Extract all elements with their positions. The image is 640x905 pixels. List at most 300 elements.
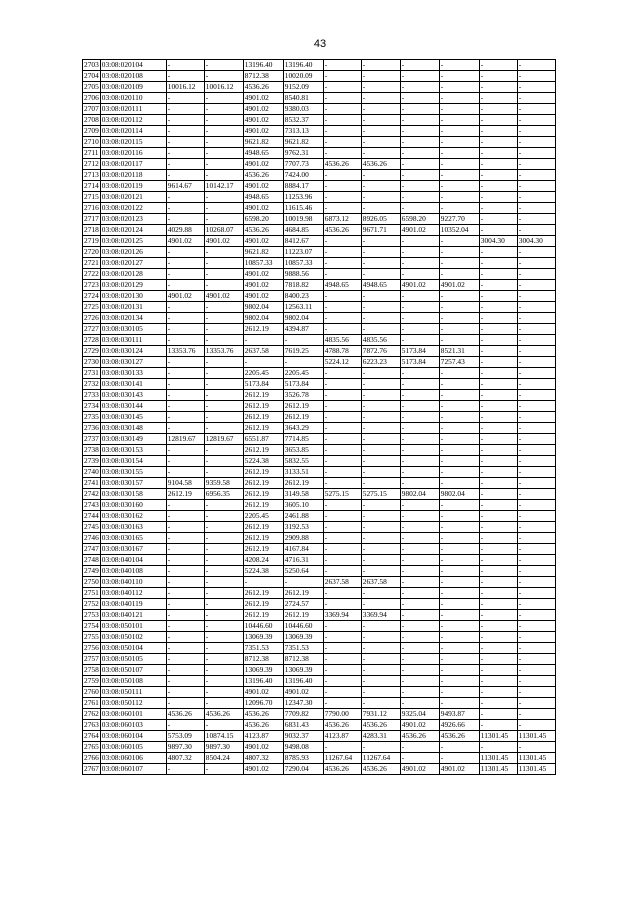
- row-number-cell: 2767: [84, 764, 99, 774]
- value-cell: -: [517, 181, 555, 192]
- value-cell: -: [517, 379, 555, 390]
- code-cell: 03:08:050104: [100, 643, 166, 654]
- value-cell: 2612.19: [243, 390, 283, 401]
- value-cell: -: [479, 192, 517, 203]
- row-number-cell: 2733: [84, 390, 99, 400]
- value-cell: 12347.30: [283, 698, 323, 709]
- value-cell: -: [517, 720, 555, 731]
- value-cell: -: [479, 203, 517, 214]
- value-cell: 4901.02: [243, 687, 283, 698]
- value-cell: -: [400, 610, 439, 621]
- value-cell: 13069.39: [283, 632, 323, 643]
- value-cell: 8521.31: [439, 346, 479, 357]
- value-cell: -: [439, 621, 479, 632]
- value-cell: 2724.57: [283, 599, 323, 610]
- value-cell: -: [479, 280, 517, 291]
- table-row: [83, 82, 556, 93]
- value-cell: 8926.05: [361, 214, 400, 225]
- value-cell: -: [400, 478, 439, 489]
- value-cell: 10016.12: [166, 82, 204, 93]
- value-cell: 9614.67: [166, 181, 204, 192]
- value-cell: -: [323, 126, 361, 137]
- code-cell: 03:08:030158: [100, 489, 166, 500]
- value-cell: -: [479, 599, 517, 610]
- row-number-cell: 2715: [84, 192, 99, 202]
- value-cell: -: [204, 148, 243, 159]
- value-cell: -: [166, 137, 204, 148]
- value-cell: 6831.43: [283, 720, 323, 731]
- value-cell: -: [361, 181, 400, 192]
- table-row: [83, 764, 556, 775]
- value-cell: 4901.02: [166, 291, 204, 302]
- code-cell: 03:08:020122: [100, 203, 166, 214]
- value-cell: -: [323, 302, 361, 313]
- value-cell: -: [439, 698, 479, 709]
- value-cell: -: [361, 456, 400, 467]
- table-row: [83, 93, 556, 104]
- value-cell: -: [400, 434, 439, 445]
- value-cell: -: [400, 148, 439, 159]
- table-row: [83, 60, 556, 71]
- data-table: [82, 59, 556, 775]
- value-cell: -: [400, 335, 439, 346]
- value-cell: -: [479, 456, 517, 467]
- table-row: [83, 214, 556, 225]
- value-cell: -: [479, 214, 517, 225]
- code-cell: 03:08:020129: [100, 280, 166, 291]
- value-cell: -: [400, 247, 439, 258]
- value-cell: -: [517, 335, 555, 346]
- value-cell: -: [439, 665, 479, 676]
- value-cell: 3149.58: [283, 489, 323, 500]
- value-cell: -: [361, 742, 400, 753]
- value-cell: 13196.40: [283, 60, 323, 71]
- value-cell: -: [361, 544, 400, 555]
- table-row: [83, 324, 556, 335]
- value-cell: 7709.82: [283, 709, 323, 720]
- value-cell: -: [479, 313, 517, 324]
- value-cell: 4716.31: [283, 555, 323, 566]
- value-cell: 8504.24: [204, 753, 243, 764]
- row-number-cell: 2723: [84, 280, 99, 290]
- value-cell: -: [361, 588, 400, 599]
- code-cell: 03:08:030124: [100, 346, 166, 357]
- table-row: [83, 225, 556, 236]
- value-cell: -: [361, 104, 400, 115]
- table-row: [83, 159, 556, 170]
- value-cell: -: [323, 566, 361, 577]
- value-cell: -: [517, 544, 555, 555]
- value-cell: 4901.02: [243, 269, 283, 280]
- value-cell: 8400.23: [283, 291, 323, 302]
- value-cell: -: [479, 588, 517, 599]
- code-cell: 03:08:050102: [100, 632, 166, 643]
- value-cell: -: [323, 82, 361, 93]
- value-cell: 2909.88: [283, 533, 323, 544]
- value-cell: -: [243, 577, 283, 588]
- value-cell: -: [439, 533, 479, 544]
- value-cell: 2612.19: [243, 324, 283, 335]
- code-cell: 03:08:020125: [100, 236, 166, 247]
- value-cell: 2612.19: [243, 445, 283, 456]
- value-cell: -: [204, 610, 243, 621]
- value-cell: 4901.02: [243, 104, 283, 115]
- value-cell: -: [166, 588, 204, 599]
- value-cell: -: [323, 632, 361, 643]
- table-row: [83, 467, 556, 478]
- code-cell: 03:08:040112: [100, 588, 166, 599]
- value-cell: -: [400, 522, 439, 533]
- value-cell: 5173.84: [283, 379, 323, 390]
- value-cell: -: [479, 511, 517, 522]
- value-cell: -: [204, 566, 243, 577]
- value-cell: -: [323, 258, 361, 269]
- value-cell: -: [204, 357, 243, 368]
- table-row: [83, 368, 556, 379]
- value-cell: -: [479, 489, 517, 500]
- value-cell: -: [439, 577, 479, 588]
- table-row: [83, 577, 556, 588]
- code-cell: 03:08:060103: [100, 720, 166, 731]
- value-cell: -: [323, 643, 361, 654]
- code-cell: 03:08:030163: [100, 522, 166, 533]
- value-cell: -: [166, 247, 204, 258]
- value-cell: -: [204, 577, 243, 588]
- code-cell: 03:08:020124: [100, 225, 166, 236]
- value-cell: -: [439, 159, 479, 170]
- value-cell: -: [323, 313, 361, 324]
- code-cell: 03:08:040119: [100, 599, 166, 610]
- value-cell: -: [517, 643, 555, 654]
- row-number-cell: 2734: [84, 401, 99, 411]
- table-row: [83, 643, 556, 654]
- value-cell: -: [439, 247, 479, 258]
- value-cell: -: [479, 698, 517, 709]
- value-cell: -: [400, 687, 439, 698]
- code-cell: 03:08:020116: [100, 148, 166, 159]
- value-cell: -: [166, 148, 204, 159]
- value-cell: -: [361, 566, 400, 577]
- value-cell: 4536.26: [439, 731, 479, 742]
- table-row: [83, 291, 556, 302]
- value-cell: 4901.02: [283, 687, 323, 698]
- value-cell: -: [439, 654, 479, 665]
- value-cell: -: [323, 434, 361, 445]
- table-row: [83, 269, 556, 280]
- value-cell: 8712.38: [243, 654, 283, 665]
- table-row: [83, 445, 556, 456]
- row-number-cell: 2743: [84, 500, 99, 510]
- code-cell: 03:08:020118: [100, 170, 166, 181]
- table-row: [83, 588, 556, 599]
- value-cell: -: [361, 522, 400, 533]
- value-cell: -: [204, 423, 243, 434]
- value-cell: -: [204, 379, 243, 390]
- value-cell: 4948.65: [361, 280, 400, 291]
- value-cell: -: [517, 698, 555, 709]
- value-cell: 4167.84: [283, 544, 323, 555]
- value-cell: -: [204, 137, 243, 148]
- value-cell: -: [361, 258, 400, 269]
- value-cell: -: [400, 60, 439, 71]
- value-cell: -: [439, 555, 479, 566]
- value-cell: -: [323, 170, 361, 181]
- value-cell: -: [166, 445, 204, 456]
- table-row: [83, 181, 556, 192]
- value-cell: 11267.64: [323, 753, 361, 764]
- table-row: [83, 731, 556, 742]
- value-cell: 10857.33: [243, 258, 283, 269]
- value-cell: 2612.19: [283, 401, 323, 412]
- code-cell: 03:08:050107: [100, 665, 166, 676]
- value-cell: -: [204, 60, 243, 71]
- code-cell: 03:08:050105: [100, 654, 166, 665]
- value-cell: 4901.02: [439, 280, 479, 291]
- code-cell: 03:08:020115: [100, 137, 166, 148]
- value-cell: 8712.38: [283, 654, 323, 665]
- value-cell: -: [323, 148, 361, 159]
- value-cell: 4835.56: [361, 335, 400, 346]
- value-cell: -: [400, 203, 439, 214]
- value-cell: -: [361, 291, 400, 302]
- row-number-cell: 2708: [84, 115, 99, 125]
- value-cell: 7790.00: [323, 709, 361, 720]
- code-cell: 03:08:030155: [100, 467, 166, 478]
- value-cell: 10020.09: [283, 71, 323, 82]
- value-cell: -: [479, 379, 517, 390]
- value-cell: 4901.02: [243, 236, 283, 247]
- value-cell: -: [517, 401, 555, 412]
- row-number-cell: 2725: [84, 302, 99, 312]
- table-row: [83, 489, 556, 500]
- value-cell: -: [439, 687, 479, 698]
- table-row: [83, 390, 556, 401]
- row-number-cell: 2718: [84, 225, 99, 235]
- value-cell: -: [517, 159, 555, 170]
- value-cell: -: [439, 269, 479, 280]
- value-cell: -: [439, 258, 479, 269]
- value-cell: 4536.26: [361, 159, 400, 170]
- code-cell: 03:08:030162: [100, 511, 166, 522]
- value-cell: -: [323, 291, 361, 302]
- row-number-cell: 2727: [84, 324, 99, 334]
- value-cell: 4901.02: [166, 236, 204, 247]
- value-cell: -: [204, 269, 243, 280]
- code-cell: 03:08:020108: [100, 71, 166, 82]
- code-cell: 03:08:030111: [100, 335, 166, 346]
- value-cell: -: [439, 137, 479, 148]
- value-cell: 4901.02: [243, 115, 283, 126]
- value-cell: -: [166, 192, 204, 203]
- value-cell: -: [400, 654, 439, 665]
- value-cell: -: [479, 522, 517, 533]
- row-number-cell: 2722: [84, 269, 99, 279]
- value-cell: 4536.26: [323, 159, 361, 170]
- value-cell: -: [439, 753, 479, 764]
- value-cell: 2612.19: [243, 478, 283, 489]
- value-cell: 3369.94: [361, 610, 400, 621]
- value-cell: -: [204, 676, 243, 687]
- value-cell: -: [400, 170, 439, 181]
- table-row: [83, 687, 556, 698]
- value-cell: -: [166, 720, 204, 731]
- value-cell: 9325.04: [400, 709, 439, 720]
- value-cell: 9802.04: [243, 302, 283, 313]
- value-cell: -: [517, 500, 555, 511]
- value-cell: 2612.19: [243, 500, 283, 511]
- value-cell: -: [479, 60, 517, 71]
- value-cell: -: [400, 368, 439, 379]
- value-cell: 11301.45: [479, 753, 517, 764]
- value-cell: -: [400, 588, 439, 599]
- value-cell: -: [323, 445, 361, 456]
- value-cell: -: [479, 159, 517, 170]
- value-cell: 4536.26: [400, 731, 439, 742]
- row-number-cell: 2766: [84, 753, 99, 763]
- value-cell: 12096.70: [243, 698, 283, 709]
- value-cell: 9888.56: [283, 269, 323, 280]
- value-cell: 4394.87: [283, 324, 323, 335]
- value-cell: 4901.02: [243, 203, 283, 214]
- value-cell: 2612.19: [243, 467, 283, 478]
- value-cell: -: [479, 247, 517, 258]
- value-cell: -: [166, 93, 204, 104]
- row-number-cell: 2704: [84, 71, 99, 81]
- value-cell: -: [361, 434, 400, 445]
- value-cell: 11301.45: [517, 764, 555, 775]
- value-cell: -: [204, 247, 243, 258]
- code-cell: 03:08:040121: [100, 610, 166, 621]
- row-number-cell: 2724: [84, 291, 99, 301]
- value-cell: -: [323, 511, 361, 522]
- value-cell: -: [479, 643, 517, 654]
- value-cell: 8712.38: [243, 71, 283, 82]
- value-cell: -: [479, 93, 517, 104]
- value-cell: -: [400, 533, 439, 544]
- value-cell: -: [323, 665, 361, 676]
- value-cell: -: [166, 665, 204, 676]
- value-cell: -: [323, 269, 361, 280]
- value-cell: -: [439, 115, 479, 126]
- table-row: [83, 313, 556, 324]
- value-cell: -: [166, 214, 204, 225]
- row-number-cell: 2738: [84, 445, 99, 455]
- value-cell: -: [479, 434, 517, 445]
- value-cell: -: [400, 566, 439, 577]
- row-number-cell: 2717: [84, 214, 99, 224]
- value-cell: -: [400, 137, 439, 148]
- row-number-cell: 2757: [84, 654, 99, 664]
- value-cell: 4684.85: [283, 225, 323, 236]
- value-cell: -: [439, 148, 479, 159]
- table-row: [83, 280, 556, 291]
- value-cell: 4948.65: [243, 192, 283, 203]
- value-cell: -: [361, 599, 400, 610]
- value-cell: -: [517, 368, 555, 379]
- value-cell: -: [323, 412, 361, 423]
- row-number-cell: 2749: [84, 566, 99, 576]
- value-cell: 5224.38: [243, 566, 283, 577]
- value-cell: 9380.03: [283, 104, 323, 115]
- value-cell: -: [166, 324, 204, 335]
- value-cell: -: [517, 82, 555, 93]
- value-cell: 9802.04: [243, 313, 283, 324]
- table-row: [83, 698, 556, 709]
- value-cell: -: [361, 390, 400, 401]
- value-cell: -: [479, 687, 517, 698]
- value-cell: -: [166, 555, 204, 566]
- value-cell: 10857.33: [283, 258, 323, 269]
- value-cell: -: [400, 665, 439, 676]
- value-cell: -: [166, 115, 204, 126]
- value-cell: 4536.26: [361, 720, 400, 731]
- value-cell: -: [204, 115, 243, 126]
- value-cell: -: [204, 654, 243, 665]
- value-cell: 6598.20: [400, 214, 439, 225]
- value-cell: 7619.25: [283, 346, 323, 357]
- value-cell: 2612.19: [243, 489, 283, 500]
- value-cell: -: [479, 126, 517, 137]
- value-cell: -: [479, 621, 517, 632]
- value-cell: 7290.04: [283, 764, 323, 775]
- code-cell: 03:08:030145: [100, 412, 166, 423]
- row-number-cell: 2713: [84, 170, 99, 180]
- value-cell: -: [204, 280, 243, 291]
- value-cell: -: [517, 203, 555, 214]
- value-cell: -: [439, 643, 479, 654]
- value-cell: -: [361, 533, 400, 544]
- value-cell: 2612.19: [243, 610, 283, 621]
- value-cell: -: [204, 203, 243, 214]
- value-cell: -: [439, 60, 479, 71]
- value-cell: 9621.82: [243, 247, 283, 258]
- value-cell: -: [517, 346, 555, 357]
- value-cell: -: [400, 467, 439, 478]
- table-row: [83, 357, 556, 368]
- value-cell: 10016.12: [204, 82, 243, 93]
- value-cell: 9897.30: [166, 742, 204, 753]
- value-cell: 7872.76: [361, 346, 400, 357]
- value-cell: -: [400, 456, 439, 467]
- value-cell: -: [204, 720, 243, 731]
- row-number-cell: 2759: [84, 676, 99, 686]
- value-cell: -: [479, 269, 517, 280]
- value-cell: -: [400, 401, 439, 412]
- value-cell: -: [517, 302, 555, 313]
- value-cell: 5275.15: [361, 489, 400, 500]
- row-number-cell: 2706: [84, 93, 99, 103]
- value-cell: -: [323, 533, 361, 544]
- value-cell: 10446.60: [283, 621, 323, 632]
- row-number-cell: 2760: [84, 687, 99, 697]
- value-cell: 7424.00: [283, 170, 323, 181]
- value-cell: -: [204, 104, 243, 115]
- value-cell: -: [166, 676, 204, 687]
- value-cell: -: [400, 544, 439, 555]
- row-number-cell: 2705: [84, 82, 99, 92]
- code-cell: 03:08:030160: [100, 500, 166, 511]
- row-number-cell: 2763: [84, 720, 99, 730]
- value-cell: 10352.04: [439, 225, 479, 236]
- row-number-cell: 2728: [84, 335, 99, 345]
- value-cell: 8412.67: [283, 236, 323, 247]
- value-cell: 2612.19: [243, 544, 283, 555]
- value-cell: -: [439, 181, 479, 192]
- row-number-cell: 2756: [84, 643, 99, 653]
- value-cell: 3004.30: [517, 236, 555, 247]
- value-cell: -: [517, 412, 555, 423]
- value-cell: -: [400, 676, 439, 687]
